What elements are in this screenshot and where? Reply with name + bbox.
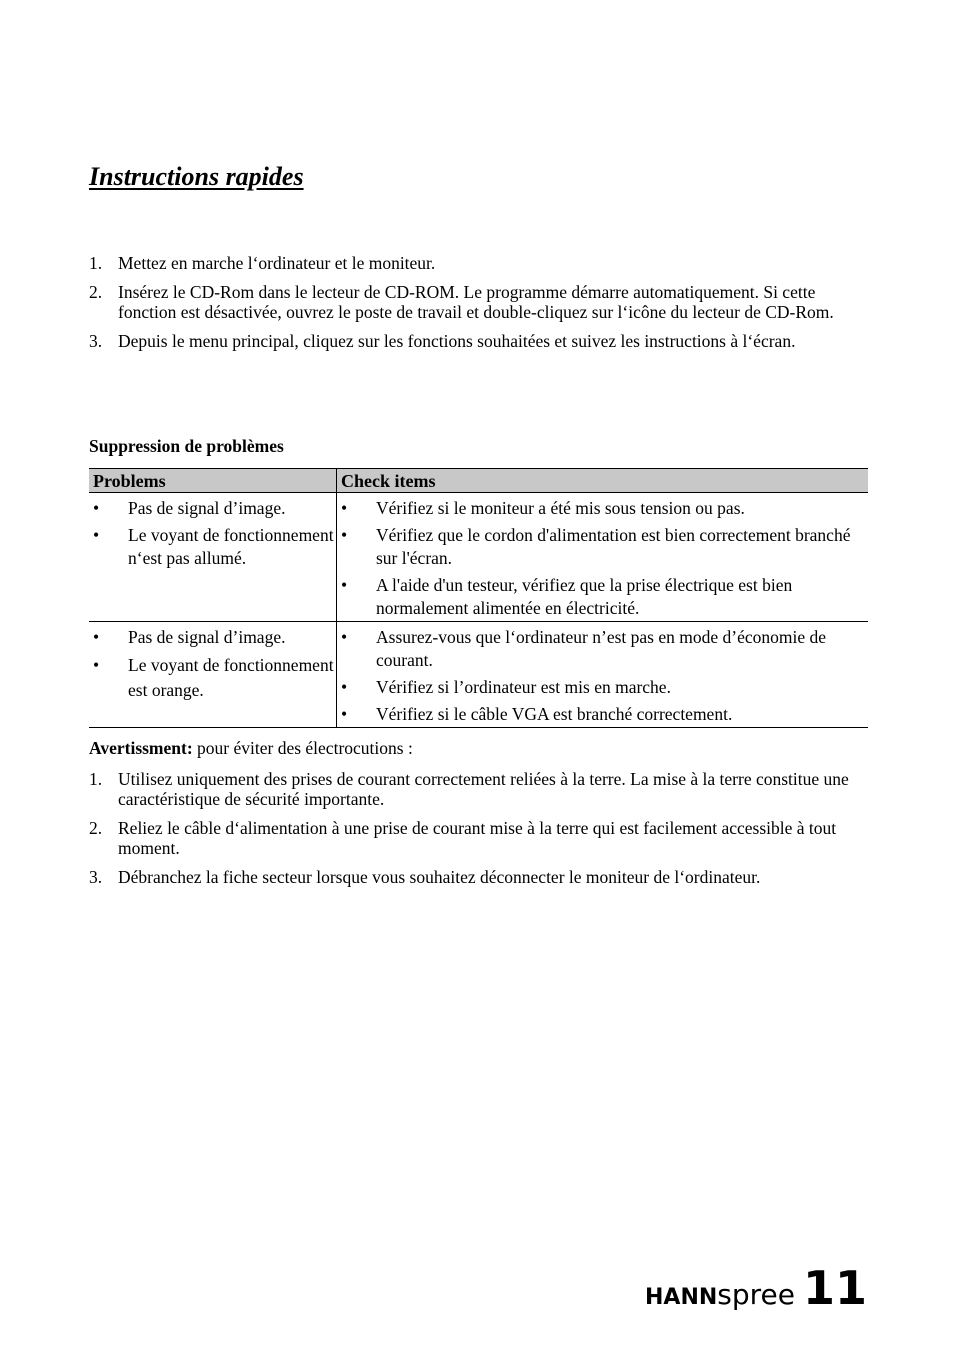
footer-brand <box>645 1261 867 1315</box>
hannspree-logo: HANNspree <box>645 1278 795 1311</box>
bullet: • <box>341 525 348 545</box>
page-title: Instructions rapides <box>89 162 304 191</box>
list-item <box>89 867 869 887</box>
check-item: • Assurez-vous que l‘ordinateur n’est pas en mode d’économie de courant. <box>341 627 826 670</box>
bullet: • <box>341 704 348 724</box>
check-item: • Vérifiez si le câble VGA est branché correctement. <box>341 704 733 724</box>
item-number: 3. <box>89 331 103 351</box>
header-problems: Problems <box>89 469 337 493</box>
table-row <box>89 493 868 622</box>
bullet: • <box>93 627 100 647</box>
problem-item: • Le voyant de fonctionnement est orange. <box>93 655 334 700</box>
item-text: Utilisez uniquement des prises de courant correctement reliées à la terre. La mise à la terre constitue une caractéristique de sécurité importante. <box>118 769 849 809</box>
table-row <box>89 622 868 728</box>
bullet: • <box>341 677 348 697</box>
checks-cell <box>337 622 869 728</box>
item-text: Insérez le CD-Rom dans le lecteur de CD-ROM. Le programme démarre automatiquement. Si cette fonction est désactivée, ouvrez le poste de travail et double-cliquez sur l‘icône du lecteur de CD-Rom. <box>118 282 834 322</box>
check-item: • A l'aide d'un testeur, vérifiez que la prise électrique est bien normalement alimentée en électricité. <box>341 575 793 618</box>
check-item: • Vérifiez si le moniteur a été mis sous tension ou pas. <box>341 498 745 518</box>
table-header-row <box>89 469 868 493</box>
problem-item: • Le voyant de fonctionnement n‘est pas allumé. <box>93 525 334 568</box>
warning-intro <box>89 738 413 759</box>
item-text: Reliez le câble d‘alimentation à une prise de courant mise à la terre qui est facilement accessible à tout moment. <box>118 818 837 858</box>
page-number: 11 <box>802 1261 867 1315</box>
list-item <box>89 769 869 809</box>
bullet: • <box>93 655 100 675</box>
check-item: • Vérifiez que le cordon d'alimentation est bien correctement branché sur l'écran. <box>341 525 851 568</box>
problem-item: • Pas de signal d’image. <box>93 498 286 518</box>
list-item <box>89 282 869 322</box>
bullet: • <box>93 525 100 545</box>
item-text: Débranchez la fiche secteur lorsque vous souhaitez déconnecter le moniteur de l‘ordinateur. <box>118 867 761 887</box>
header-check-items: Check items <box>337 469 869 493</box>
list-item <box>89 331 869 351</box>
item-number: 3. <box>89 867 103 887</box>
problem-item: • Pas de signal d’image. <box>93 627 286 647</box>
bullet: • <box>341 498 348 518</box>
item-text: Depuis le menu principal, cliquez sur les fonctions souhaitées et suivez les instructions à l‘écran. <box>118 331 796 351</box>
troubleshooting-heading: Suppression de problèmes <box>89 436 284 456</box>
item-text: Mettez en marche l‘ordinateur et le moniteur. <box>118 253 436 273</box>
problems-cell <box>89 622 337 728</box>
problems-cell <box>89 493 337 622</box>
item-number: 1. <box>89 769 103 789</box>
checks-cell <box>337 493 869 622</box>
list-item <box>89 253 869 273</box>
warning-label: Avertissment: <box>89 738 193 758</box>
check-item: • Vérifiez si l’ordinateur est mis en marche. <box>341 677 671 697</box>
troubleshooting-table <box>89 468 868 728</box>
warning-list <box>89 769 869 896</box>
quick-start-list <box>89 253 869 360</box>
bullet: • <box>93 498 100 518</box>
bullet: • <box>341 575 348 595</box>
item-number: 1. <box>89 253 103 273</box>
bullet: • <box>341 627 348 647</box>
item-number: 2. <box>89 818 103 838</box>
item-number: 2. <box>89 282 103 302</box>
list-item <box>89 818 869 858</box>
warning-text: pour éviter des électrocutions : <box>192 738 413 758</box>
